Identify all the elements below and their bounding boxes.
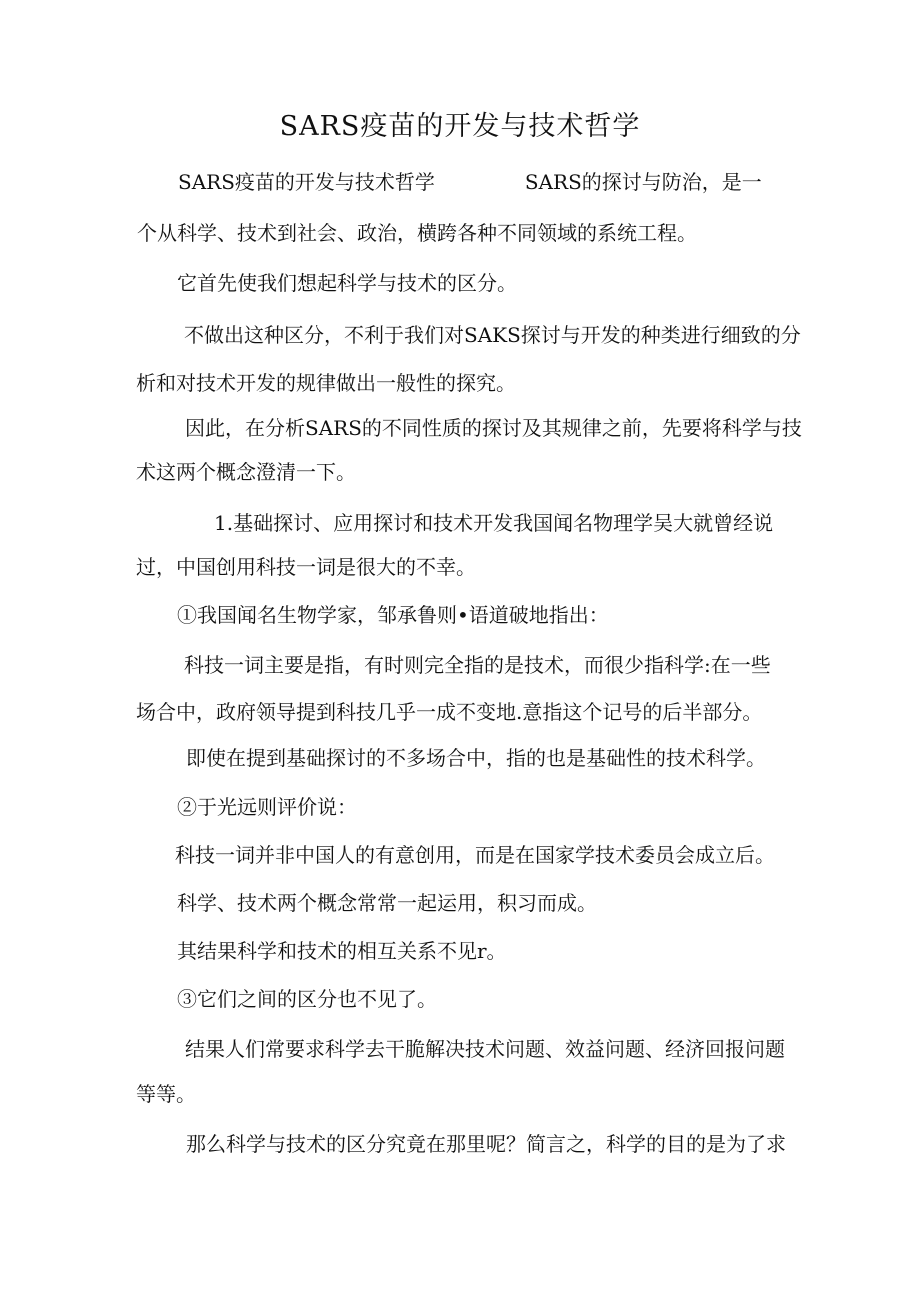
paragraph-line: 因此，在分析SARS的不同性质的探讨及其规律之前，先要将科学与技 xyxy=(185,416,802,440)
paragraph-line: 个从科学、技术到社会、政治，横跨各种不同领域的系统工程。 xyxy=(137,221,697,245)
paragraph-line: 结果人们常要求科学去干脆解决技术问题、效益问题、经济回报问题 xyxy=(185,1037,785,1061)
intro-text: SARS的探讨与防治，是一 xyxy=(524,170,762,194)
paragraph-line: 那么科学与技术的区分究竟在那里呢？简言之，科学的目的是为了求 xyxy=(186,1132,786,1156)
paragraph-line: ②于光远则评价说： xyxy=(177,795,357,819)
paragraph-line: 1.基础探讨、应用探讨和技术开发我国闻名物理学吴大就曾经说 xyxy=(214,511,774,535)
paragraph-line: 科学、技术两个概念常常一起运用，积习而成。 xyxy=(177,891,597,915)
paragraph-line: 术这两个概念澄清一下。 xyxy=(136,460,356,484)
intro-line xyxy=(178,172,762,192)
paragraph-line: 即使在提到基础探讨的不多场合中，指的也是基础性的技术科学。 xyxy=(186,746,766,770)
paragraph-line: 其结果科学和技术的相互关系不见r。 xyxy=(177,939,507,963)
document-title: SARS疫苗的开发与技术哲学 xyxy=(279,111,641,142)
paragraph-line: ③它们之间的区分也不见了。 xyxy=(177,987,437,1011)
paragraph-line: 析和对技术开发的规律做出一般性的探究。 xyxy=(136,371,516,395)
paragraph-line: 等等。 xyxy=(136,1082,196,1106)
paragraph-line: 科技一词主要是指，有时则完全指的是技术，而很少指科学:在一些 xyxy=(184,653,771,677)
paragraph-line: 它首先使我们想起科学与技术的区分。 xyxy=(177,271,517,295)
paragraph-line: 不做出这种区分，不利于我们对SAKS探讨与开发的种类进行细致的分 xyxy=(184,323,801,347)
paragraph-line: 过，中国创用科技一词是很大的不幸。 xyxy=(136,555,476,579)
intro-subtitle: SARS疫苗的开发与技术哲学 xyxy=(178,170,435,194)
paragraph-line: ①我国闻名生物学家，邹承鲁则•语道破地指出： xyxy=(177,603,609,627)
paragraph-line: 场合中，政府领导提到科技几乎一成不变地.意指这个记号的后半部分。 xyxy=(136,700,763,724)
paragraph-line: 科技一词并非中国人的有意创用，而是在国家学技术委员会成立后。 xyxy=(175,843,775,867)
